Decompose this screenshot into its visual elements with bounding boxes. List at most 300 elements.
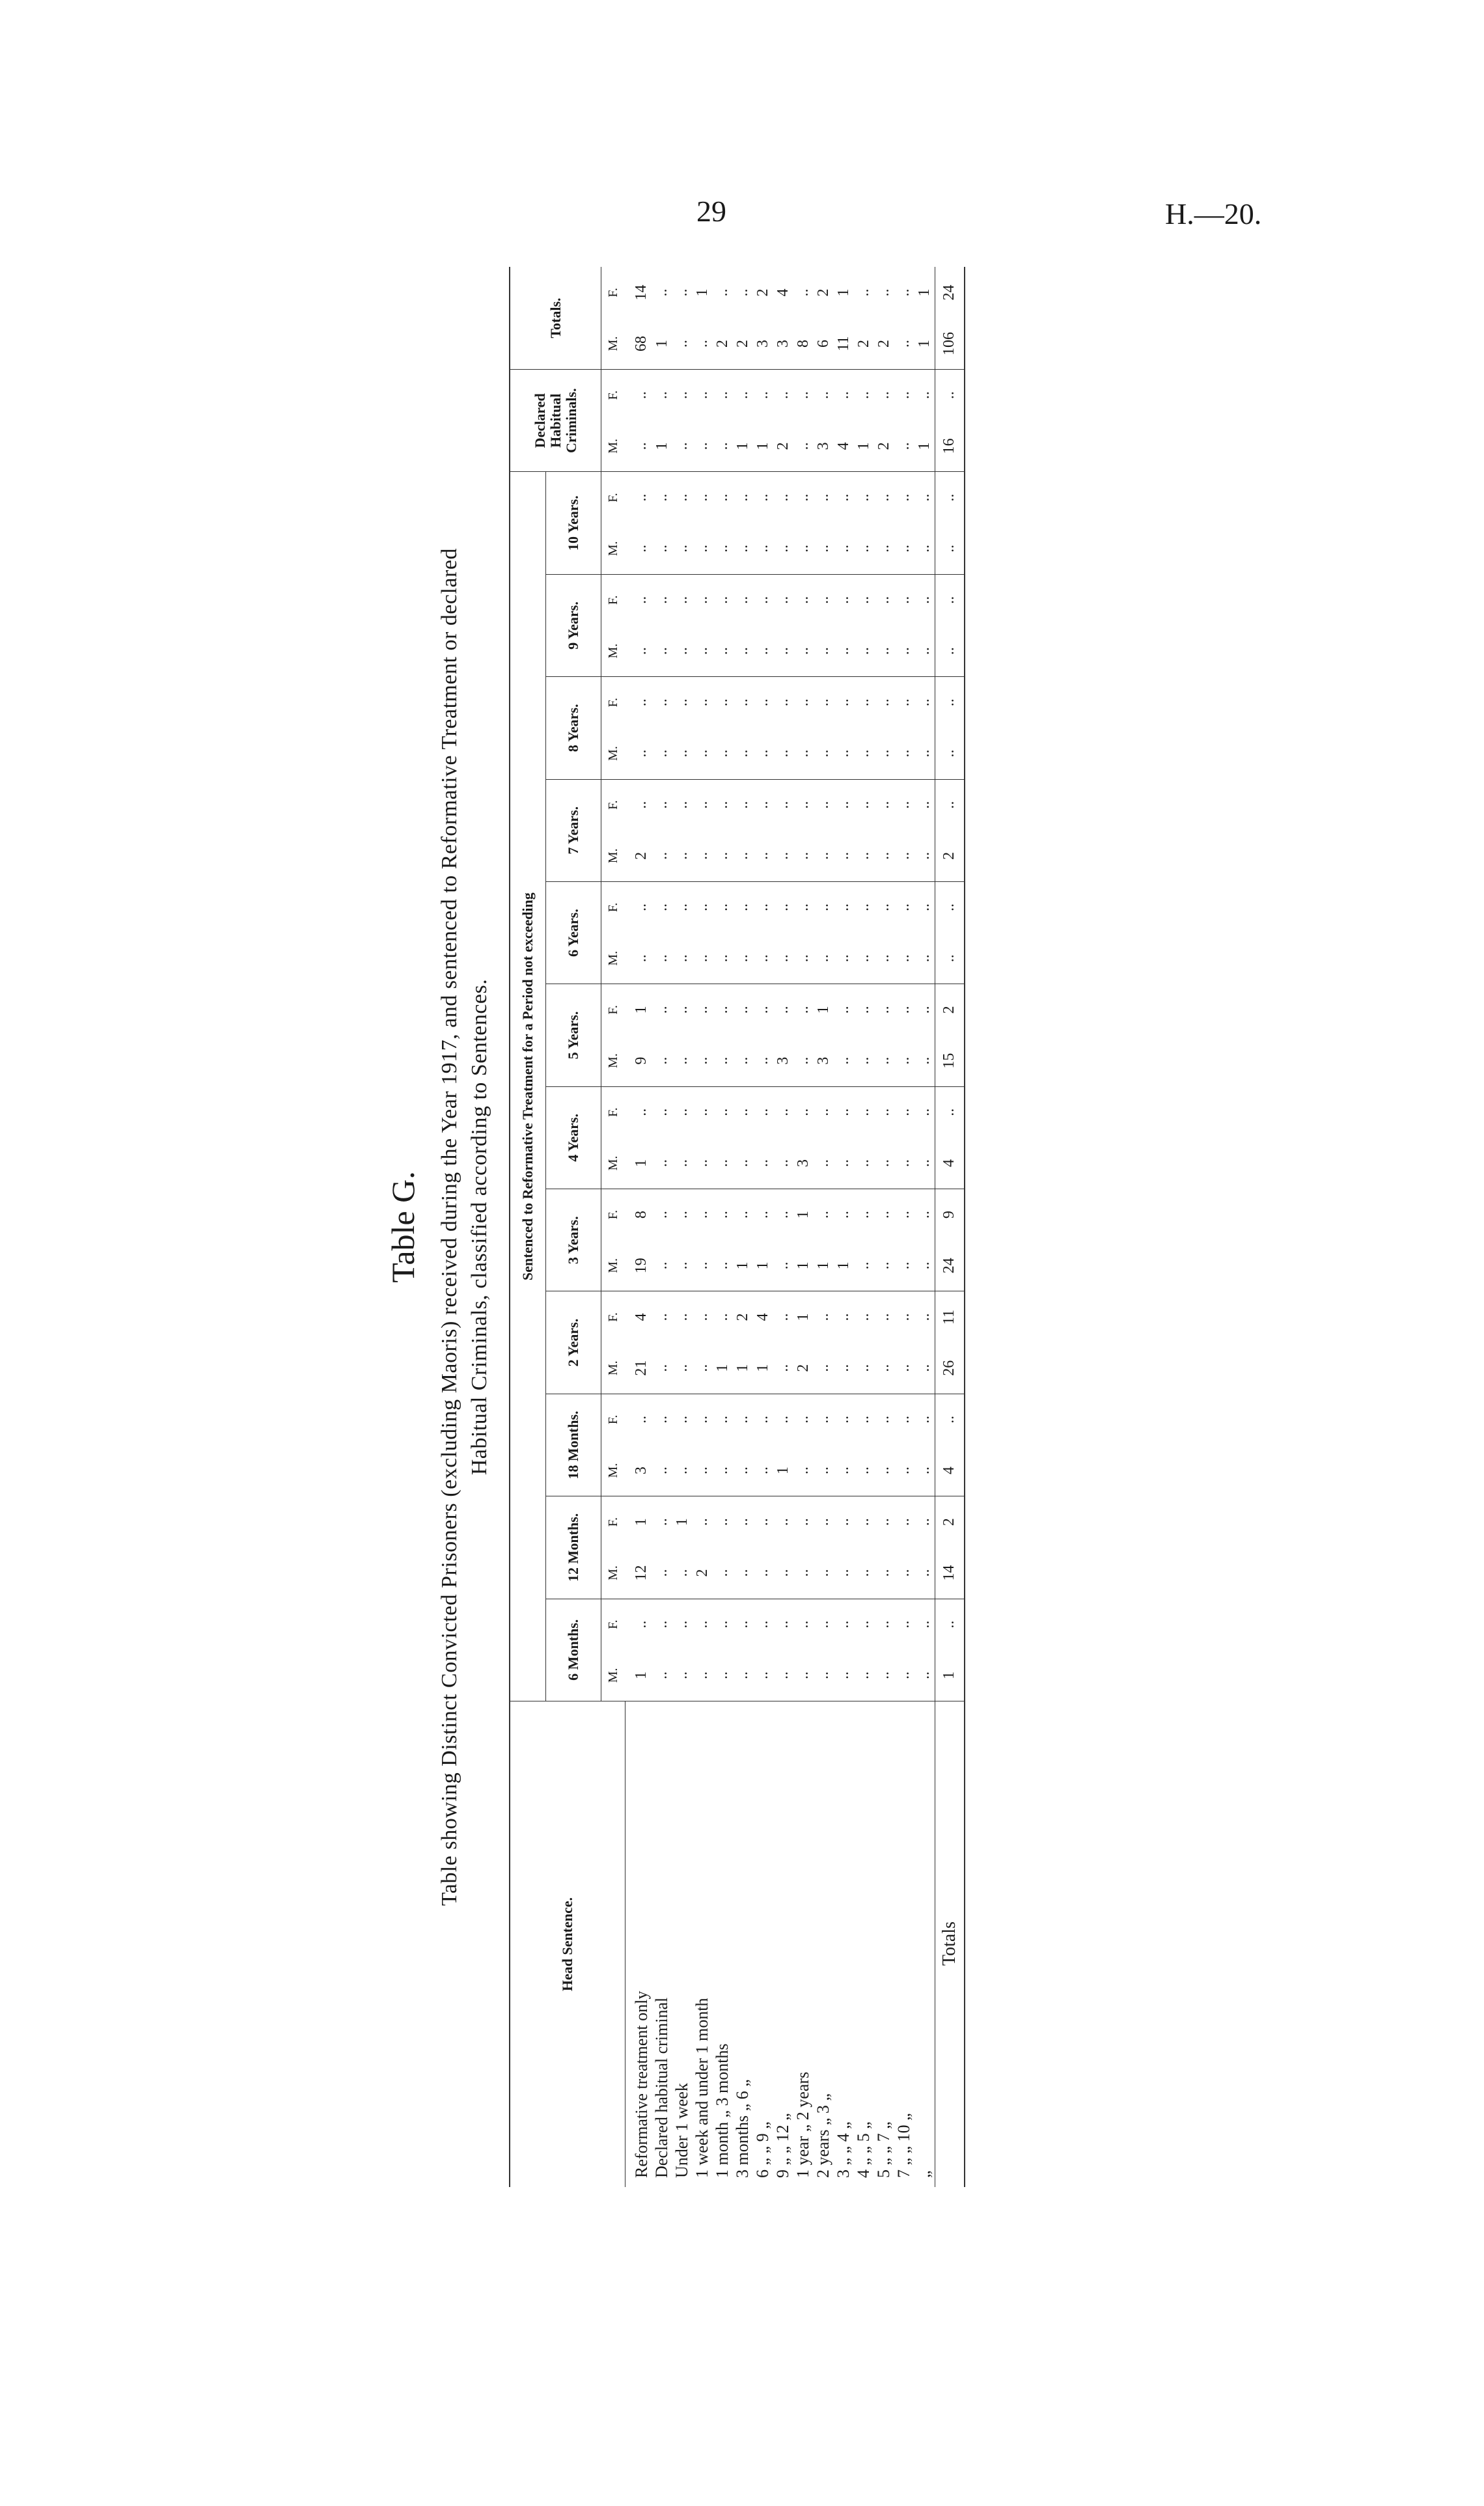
table-cell: 3 — [625, 1445, 652, 1496]
table-cell: .. — [814, 831, 834, 882]
table-cell: .. — [834, 1547, 854, 1599]
table-cell: 2 — [874, 318, 894, 370]
table-cell: .. — [672, 831, 693, 882]
total-cell: 2 — [935, 984, 965, 1036]
table-cell: .. — [653, 493, 670, 502]
table-cell: .. — [915, 391, 933, 400]
table-cell: .. — [854, 933, 874, 984]
table-cell: .. — [774, 801, 791, 809]
table-cell: .. — [713, 596, 731, 604]
table-row — [854, 267, 874, 2187]
table-cell: .. — [673, 1620, 691, 1629]
table-cell: .. — [693, 1138, 713, 1189]
male-subheader: M. — [601, 831, 625, 882]
table-cell: .. — [793, 831, 814, 882]
total-cell: .. — [935, 1599, 965, 1650]
table-cell: 4 — [754, 1313, 771, 1321]
row-label: 7 „ „ 10 „ — [894, 2113, 913, 2178]
table-cell: .. — [672, 1138, 693, 1189]
table-cell: .. — [895, 903, 913, 912]
table-cell: .. — [874, 1547, 894, 1599]
table-cell: .. — [693, 1445, 713, 1496]
total-cell: 24 — [935, 267, 965, 318]
table-cell: .. — [814, 1650, 834, 1701]
table-cell: .. — [895, 1211, 913, 1219]
table-cell: .. — [834, 1518, 852, 1526]
table-cell: .. — [914, 1445, 935, 1496]
table-cell: .. — [754, 493, 771, 502]
table-cell: .. — [713, 698, 731, 707]
table-cell: .. — [734, 1518, 751, 1526]
total-cell: .. — [935, 574, 965, 626]
table-cell: 1 — [794, 1211, 812, 1219]
row-label: 3 months „ 6 „ — [733, 2079, 752, 2178]
table-cell: .. — [834, 1138, 854, 1189]
table-cell: .. — [874, 1650, 894, 1701]
table-cell: .. — [633, 1108, 650, 1116]
table-cell: .. — [814, 1445, 834, 1496]
table-cell: 3 — [814, 1036, 834, 1087]
table-cell: .. — [753, 626, 773, 677]
table-cell: .. — [855, 1518, 872, 1526]
table-cell: .. — [855, 1415, 872, 1424]
table-cell: .. — [754, 903, 771, 912]
table-cell: .. — [875, 1313, 892, 1321]
table-cell: .. — [793, 1036, 814, 1087]
male-subheader: M. — [601, 1547, 625, 1599]
table-cell: .. — [713, 288, 731, 297]
table-cell: .. — [733, 1138, 753, 1189]
table-cell: .. — [794, 1518, 812, 1526]
table-cell: .. — [693, 831, 713, 882]
table-cell: .. — [855, 1006, 872, 1014]
table-cell: .. — [895, 801, 913, 809]
table-cell: .. — [774, 903, 791, 912]
table-cell: .. — [914, 1547, 935, 1599]
table-cell: .. — [693, 1240, 713, 1291]
table-cell: .. — [774, 1518, 791, 1526]
total-cell: .. — [935, 881, 965, 933]
table-cell: 1 — [834, 288, 852, 297]
table-cell: .. — [834, 1445, 854, 1496]
table-cell: .. — [874, 523, 894, 575]
table-cell: .. — [633, 1415, 650, 1424]
total-cell: .. — [935, 523, 965, 575]
table-cell: .. — [874, 626, 894, 677]
table-cell: 1 — [814, 1006, 832, 1014]
table-cell: .. — [733, 1445, 753, 1496]
total-cell: 16 — [935, 420, 965, 472]
table-cell: 2 — [733, 318, 753, 370]
table-cell: .. — [855, 1313, 872, 1321]
table-cell: .. — [774, 1313, 791, 1321]
male-subheader: M. — [601, 1240, 625, 1291]
table-cell: .. — [693, 1620, 711, 1629]
table-cell: .. — [673, 1313, 691, 1321]
table-cell: .. — [672, 1240, 693, 1291]
row-label: 3 „ „ 4 „ — [834, 2121, 853, 2178]
table-cell: .. — [914, 933, 935, 984]
male-subheader: M. — [601, 420, 625, 472]
table-cell: .. — [713, 1445, 733, 1496]
table-row — [874, 267, 894, 2187]
table-cell: .. — [774, 1211, 791, 1219]
table-cell: 1 — [834, 1240, 854, 1291]
table-cell: 1 — [914, 420, 935, 472]
table-cell: .. — [915, 1415, 933, 1424]
table-cell: .. — [793, 1547, 814, 1599]
table-cell: .. — [894, 933, 914, 984]
table-cell: .. — [693, 1211, 711, 1219]
table-cell: .. — [734, 493, 751, 502]
period-header: 2 Years. — [546, 1291, 601, 1394]
table-cell: 3 — [753, 318, 773, 370]
total-cell: 15 — [935, 1036, 965, 1087]
table-caption — [435, 267, 495, 2187]
table-cell: .. — [673, 1211, 691, 1219]
table-cell: .. — [773, 1343, 793, 1394]
table-cell: 1 — [693, 288, 711, 297]
table-cell: .. — [773, 1650, 793, 1701]
table-cell: 1 — [733, 1343, 753, 1394]
table-row — [793, 267, 814, 2187]
table-cell: .. — [875, 391, 892, 400]
table-cell: .. — [854, 831, 874, 882]
table-cell: .. — [693, 523, 713, 575]
table-cell: .. — [733, 1036, 753, 1087]
table-cell: .. — [633, 903, 650, 912]
table-cell: .. — [874, 1036, 894, 1087]
table-cell: .. — [693, 1036, 713, 1087]
table-cell: .. — [734, 1620, 751, 1629]
table-cell: .. — [875, 596, 892, 604]
female-subheader: F. — [605, 1005, 620, 1015]
table-cell: .. — [875, 698, 892, 707]
table-cell: .. — [915, 596, 933, 604]
table-cell: .. — [673, 1006, 691, 1014]
table-cell: .. — [693, 391, 711, 400]
table-cell: .. — [672, 1650, 693, 1701]
table-cell: .. — [814, 626, 834, 677]
total-cell: .. — [935, 626, 965, 677]
female-subheader: F. — [605, 1414, 620, 1425]
table-cell: 1 — [753, 420, 773, 472]
table-cell: 2 — [814, 288, 832, 297]
table-cell: .. — [895, 1415, 913, 1424]
table-cell: .. — [814, 1547, 834, 1599]
table-cell: .. — [713, 801, 731, 809]
page-number: 29 — [696, 195, 726, 228]
table-cell: .. — [834, 1006, 852, 1014]
total-cell: .. — [935, 1394, 965, 1445]
table-cell: .. — [894, 728, 914, 779]
total-cell: .. — [935, 1086, 965, 1138]
table-cell: .. — [713, 1620, 731, 1629]
table-cell: 3 — [793, 1138, 814, 1189]
total-cell: .. — [935, 728, 965, 779]
total-cell: 24 — [935, 1240, 965, 1291]
table-cell: .. — [653, 1006, 670, 1014]
male-subheader: M. — [601, 1036, 625, 1087]
table-cell: .. — [754, 596, 771, 604]
table-cell: .. — [653, 391, 670, 400]
table-cell: 1 — [713, 1343, 733, 1394]
table-cell: .. — [713, 523, 733, 575]
table-cell: .. — [793, 728, 814, 779]
document-reference: H.—20. — [1165, 197, 1262, 230]
table-cell: .. — [652, 1138, 672, 1189]
table-cell: .. — [652, 523, 672, 575]
male-subheader: M. — [601, 1445, 625, 1496]
table-cell: .. — [625, 933, 652, 984]
table-cell: .. — [754, 1108, 771, 1116]
table-cell: .. — [915, 1108, 933, 1116]
table-cell: .. — [673, 391, 691, 400]
table-cell: .. — [753, 1547, 773, 1599]
table-cell: 1 — [733, 420, 753, 472]
female-subheader: F. — [605, 288, 620, 297]
row-label: 6 „ „ 9 „ — [753, 2121, 772, 2178]
table-cell: .. — [652, 1240, 672, 1291]
table-cell: 1 — [652, 318, 672, 370]
table-cell: .. — [915, 1006, 933, 1014]
table-cell: .. — [713, 728, 733, 779]
table-cell: .. — [794, 1006, 812, 1014]
table-cell: .. — [652, 626, 672, 677]
table-cell: .. — [774, 493, 791, 502]
table-cell: .. — [753, 728, 773, 779]
table-row — [894, 267, 914, 2187]
table-cell: .. — [713, 1518, 731, 1526]
table-cell: .. — [774, 391, 791, 400]
table-cell: 1 — [733, 1240, 753, 1291]
table-row — [652, 267, 672, 2187]
table-cell: .. — [814, 1343, 834, 1394]
table-cell: .. — [793, 1650, 814, 1701]
table-cell: .. — [773, 728, 793, 779]
table-cell: .. — [894, 1547, 914, 1599]
female-subheader: F. — [605, 800, 620, 810]
table-cell: .. — [834, 1108, 852, 1116]
table-cell: 1 — [652, 420, 672, 472]
table-cell: .. — [653, 1518, 670, 1526]
table-cell: .. — [713, 1108, 731, 1116]
table-cell: 1 — [914, 318, 935, 370]
table-cell: .. — [693, 1415, 711, 1424]
period-header: 8 Years. — [546, 677, 601, 779]
table-cell: .. — [774, 1620, 791, 1629]
table-cell: .. — [894, 318, 914, 370]
table-cell: .. — [875, 1006, 892, 1014]
table-cell: .. — [652, 1343, 672, 1394]
table-cell: 1 — [625, 1138, 652, 1189]
table-cell: .. — [915, 698, 933, 707]
table-cell: .. — [733, 1650, 753, 1701]
table-cell: .. — [874, 831, 894, 882]
table-cell: .. — [834, 626, 854, 677]
total-cell: 2 — [935, 831, 965, 882]
row-label: „ — [914, 2170, 933, 2178]
table-cell: .. — [693, 1313, 711, 1321]
table-cell: .. — [672, 626, 693, 677]
total-cell: 14 — [935, 1547, 965, 1599]
row-label: Reformative treatment only — [632, 1990, 651, 2178]
table-cell: .. — [794, 1108, 812, 1116]
table-cell: 4 — [633, 1313, 650, 1321]
table-cell: .. — [814, 698, 832, 707]
table-cell: .. — [652, 1650, 672, 1701]
row-label: 1 year „ 2 years — [793, 2071, 812, 2178]
table-cell: .. — [854, 523, 874, 575]
table-cell: .. — [652, 1547, 672, 1599]
table-cell: .. — [834, 1036, 854, 1087]
table-cell: .. — [672, 1343, 693, 1394]
table-cell: .. — [894, 626, 914, 677]
table-cell: .. — [914, 626, 935, 677]
table-cell: .. — [814, 1313, 832, 1321]
table-cell: .. — [713, 933, 733, 984]
sentences-table — [509, 267, 965, 2187]
table-cell: 4 — [774, 288, 791, 297]
total-cell: .. — [935, 779, 965, 831]
table-cell: 19 — [625, 1240, 652, 1291]
table-cell: .. — [633, 493, 650, 502]
table-cell: .. — [834, 1313, 852, 1321]
row-label: 9 „ „ 12 „ — [773, 2113, 792, 2178]
table-row — [733, 267, 753, 2187]
table-cell: .. — [754, 1211, 771, 1219]
table-cell: .. — [753, 1036, 773, 1087]
table-cell: .. — [854, 728, 874, 779]
table-cell: .. — [693, 801, 711, 809]
totals-row — [935, 267, 965, 2187]
table-cell: .. — [854, 1240, 874, 1291]
table-cell: .. — [834, 391, 852, 400]
rotated-table-block — [384, 267, 1067, 2187]
table-cell: .. — [652, 831, 672, 882]
table-cell: .. — [914, 523, 935, 575]
table-cell: .. — [855, 1211, 872, 1219]
table-cell: 1 — [633, 1518, 650, 1526]
table-cell: .. — [834, 493, 852, 502]
table-cell: .. — [834, 1415, 852, 1424]
table-cell: .. — [834, 1620, 852, 1629]
table-cell: .. — [633, 596, 650, 604]
table-cell: .. — [653, 1313, 670, 1321]
table-cell: .. — [895, 1620, 913, 1629]
female-subheader: F. — [605, 390, 620, 400]
table-row — [625, 267, 652, 2187]
table-cell: .. — [733, 626, 753, 677]
row-label: Declared habitual criminal — [652, 1997, 671, 2178]
total-cell: 11 — [935, 1291, 965, 1343]
table-cell: .. — [653, 596, 670, 604]
table-cell: .. — [672, 728, 693, 779]
male-subheader: M. — [601, 1343, 625, 1394]
table-cell: .. — [733, 831, 753, 882]
table-cell: .. — [854, 1343, 874, 1394]
table-cell: .. — [894, 523, 914, 575]
table-cell: 2 — [874, 420, 894, 472]
table-cell: .. — [713, 903, 731, 912]
period-header: 10 Years. — [546, 472, 601, 574]
table-cell: .. — [915, 903, 933, 912]
period-header: 9 Years. — [546, 574, 601, 676]
period-header: 5 Years. — [546, 984, 601, 1086]
table-cell: .. — [875, 288, 892, 297]
table-cell: .. — [734, 801, 751, 809]
head-sentence-header: Head Sentence. — [510, 1701, 625, 2187]
table-cell: .. — [672, 1547, 693, 1599]
table-cell: .. — [875, 1620, 892, 1629]
table-body — [625, 267, 965, 2187]
period-header: 4 Years. — [546, 1086, 601, 1189]
table-cell: .. — [855, 596, 872, 604]
female-subheader: F. — [605, 1517, 620, 1527]
table-cell: .. — [855, 391, 872, 400]
table-cell: .. — [673, 1108, 691, 1116]
table-cell: .. — [713, 1415, 731, 1424]
table-cell: .. — [854, 1445, 874, 1496]
table-cell: .. — [754, 1415, 771, 1424]
table-cell: .. — [914, 1650, 935, 1701]
table-cell: .. — [874, 1240, 894, 1291]
table-cell: .. — [733, 1547, 753, 1599]
table-cell: .. — [875, 903, 892, 912]
table-cell: .. — [814, 1211, 832, 1219]
table-cell: .. — [693, 318, 713, 370]
table-cell: .. — [814, 596, 832, 604]
table-cell: .. — [693, 933, 713, 984]
table-cell: 1 — [793, 1240, 814, 1291]
table-cell: .. — [673, 903, 691, 912]
table-row — [773, 267, 793, 2187]
table-cell: .. — [793, 1445, 814, 1496]
table-cell: .. — [652, 1036, 672, 1087]
table-cell: .. — [874, 933, 894, 984]
table-cell: .. — [733, 933, 753, 984]
table-cell: .. — [915, 1211, 933, 1219]
table-cell: .. — [734, 1211, 751, 1219]
table-cell: .. — [713, 1313, 731, 1321]
table-cell: .. — [693, 420, 713, 472]
table-cell: .. — [834, 1343, 854, 1394]
table-cell: .. — [713, 1547, 733, 1599]
table-cell: .. — [875, 1415, 892, 1424]
table-cell: .. — [693, 596, 711, 604]
table-cell: .. — [633, 391, 650, 400]
table-cell: .. — [855, 1108, 872, 1116]
table-cell: .. — [713, 493, 731, 502]
table-cell: .. — [773, 1240, 793, 1291]
female-subheader: F. — [605, 902, 620, 913]
table-cell: .. — [855, 698, 872, 707]
table-cell: .. — [652, 728, 672, 779]
table-cell: 1 — [915, 288, 933, 297]
table-cell: .. — [794, 596, 812, 604]
totals-header: Totals. — [510, 267, 601, 370]
table-cell: .. — [754, 1006, 771, 1014]
total-cell: 1 — [935, 1650, 965, 1701]
table-cell: .. — [915, 1313, 933, 1321]
female-subheader: F. — [605, 1107, 620, 1118]
table-cell: .. — [693, 903, 711, 912]
table-cell: .. — [874, 1343, 894, 1394]
table-cell: .. — [653, 1415, 670, 1424]
table-cell: .. — [895, 493, 913, 502]
female-subheader: F. — [605, 1209, 620, 1220]
table-cell: .. — [914, 1138, 935, 1189]
